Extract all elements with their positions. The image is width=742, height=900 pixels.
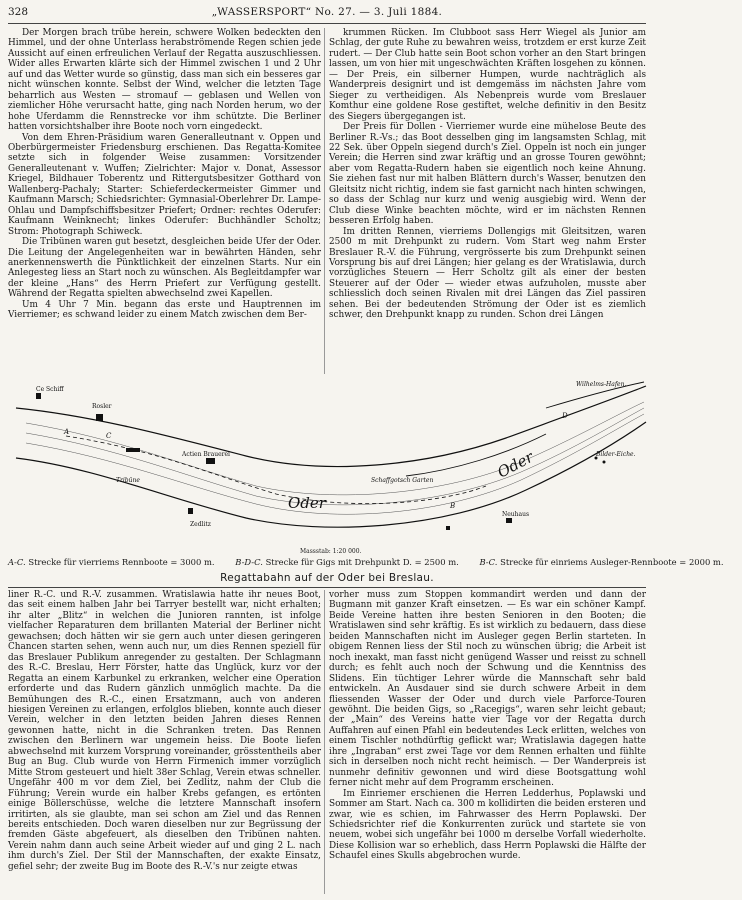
legend-code: B-D-C.: [235, 557, 263, 567]
legend-code: A-C.: [8, 557, 26, 567]
paragraph: Der Morgen brach trübe herein, schwere Wolken bedeckten den Himmel, und der ohne Unterlass herabströmende Regen schien jede Aussicht auf einen erfreulichen Verlauf der Regatta auszuschliessen. Wider alles Erwarten klärte sich der Himmel zwischen 1 und 2 Uhr auf und das Wetter wurde so günstig, dass man sich ein besseres gar nicht wünschen konnte. Selbst der Wind, welcher die letzten Tage beharrlich aus Westen — stromauf — geblasen und Wellen von ziemlicher Höhe verursacht hatte, ging nach Norden herum, wo der hohe Uferdamm die Rennstrecke vor ihm schützte. Die Berliner hatten vorsichtshalber ihre Boote noch vorn eingedeckt.: [8, 28, 321, 133]
paragraph: Die Tribünen waren gut besetzt, desgleichen beide Ufer der Oder. Die Leitung der Angelegenheiten war in bewährten Händen, sehr anerkennenswerth die Pünktlichkeit der einzelnen Starts. Nur ein Anlegesteg liess an Start noch zu wünschen. Als Begleitdampfer war der kleine „Hans“ des Herrn Priefert zur Verfügung gestellt. Während der Regatta spielten abwechselnd zwei Kapellen.: [8, 237, 321, 300]
text-column-bottom-left: [8, 590, 321, 896]
map-label-c: C: [106, 432, 112, 440]
paragraph: Von dem Ehren-Präsidium waren Generalleutnant v. Oppen und Oberbürgermeister Friedensburg erschienen. Das Regatta-Komitee setzte sich in folgender Weise zusammen: Vorsitzender Generalleutenant v. Wuffen; Zielrichter: Major v. Donat, Assessor Kriegel, Bildhauer Toberentz und Rittergutsbesitzer Gotthard von Wallenberg-Pachaly; Starter: Schieferdeckermeister Gimmer und Kaufmann Marsch; Schiedsrichter: Gymnasial-Oberlehrer Dr. Lampe-Ohlau und Dampfschiffsbesitzer Priefert; Ordner: rechtes Oderufer: Kaufmann Weinknecht; linkes Oderufer: Buchhändler Scholtz; Strom: Photograph Schiweck.: [8, 132, 321, 237]
building-marker: [506, 518, 512, 523]
map-label-d: D: [562, 412, 568, 420]
map-label-zedlitz: Zedlitz: [190, 521, 211, 528]
paragraph: Der Preis für Dollen - Vierriemer wurde eine mühelose Beute des Berliner R.-Vs.; das Boot desselben ging im langsamsten Schlag, mit 22 Sek. über Oppeln siegend durch's Ziel. Oppeln ist noch ein junger Verein; die Herren sind zwar kräftig und an grosse Touren gewöhnt; aber vom Regatta-Rudern haben sie eigentlich noch keine Ahnung. Sie ziehen fast nur mit halben Blättern durch's Wasser, benutzen den Gleitsitz nicht richtig, indem sie fast garnicht nach hinten schwingen, so dass der Schlag nur kurz und wenig ausgiebig wird. Wenn der Club diese Winke beachten möchte, wird er im nächsten Rennen besseren Erfolg haben.: [329, 122, 646, 227]
page-header: [8, 6, 646, 22]
paragraph: Im Einriemer erschienen die Herren Ledderhus, Poplawski und Sommer am Start. Nach ca. 300 m kollidirten die beiden ersteren und zwar, wie es schien, im Fahrwasser des Herrn Poplawski. Der Schiedsrichter rief die Konkurrenten zurück und startete sie von neuem, wobei sich ungefähr bei 1000 m derselbe Vorfall wiederholte. Diese Kollision war so erheblich, dass Herrn Poplawski die Hälfte der Schaufel eines Skulls abgebrochen wurde.: [329, 788, 646, 862]
map-label-bilder-eiche: Bilder-Eiche.: [596, 451, 636, 458]
building-marker: [96, 414, 103, 421]
paragraph: Im dritten Rennen, vierriems Dollengigs mit Gleitsitzen, waren 2500 m mit Drehpunkt zu rudern. Vom Start weg nahm Erster Breslauer R.-V. die Führung, vergrösserte bis zum Drehpunkt seinen Vorsprung bis auf drei Längen; hier gelang es der Wratislawia, durch vorzügliches Steuern — Herr Scholtz gilt als einer der besten Steuerer auf der Oder — wieder etwas aufzuholen, musste aber schliesslich doch seinen Rivalen mit drei Längen das Ziel passiren sehen. Bei der bedeutenden Strömung der Oder ist es ziemlich schwer, den Drehpunkt knapp zu runden. Schon drei Längen: [329, 226, 646, 321]
legend-entry: [480, 557, 733, 567]
text-column-bottom-right: [329, 590, 646, 896]
column-divider: [324, 28, 325, 374]
text-column-top-right: [329, 28, 646, 376]
legend-text: Strecke für vierriems Rennboote = 3000 m.: [28, 557, 215, 567]
building-marker: [446, 526, 450, 530]
running-title: „WASSERSPORT“ No. 27. — 3. Juli 1884.: [211, 6, 443, 18]
legend-code: B-C.: [479, 557, 498, 567]
map-scale: Massstab: 1:20 000.: [300, 548, 362, 555]
map-label-tribune: Tribüne: [116, 477, 140, 484]
building-marker: [206, 458, 215, 464]
map-label-actien-brauerei: Actien Brauerei: [182, 451, 230, 458]
map-label-wilhelmshafen: Wilhelms-Hafen.: [576, 381, 627, 388]
map-caption: Regattabahn auf der Oder bei Breslau.: [220, 572, 434, 584]
legend-entry: [8, 557, 224, 567]
map-label-neuhaus: Neuhaus: [502, 511, 530, 518]
map-label-b: B: [450, 502, 456, 510]
map-label-schaffgotsch: Schaffgotsch Garten: [371, 477, 434, 484]
legend-text: Strecke für Gigs mit Drehpunkt D. = 2500 m.: [265, 557, 459, 567]
text-column-top-left: [8, 28, 321, 376]
column-divider: [324, 590, 325, 894]
map-label-a: A: [64, 428, 70, 436]
map-label-ce-schiff: Ce Schiff: [36, 386, 64, 393]
building-marker: [126, 448, 140, 452]
river-bank-north: [16, 386, 646, 466]
legend-entry: [235, 557, 468, 567]
map-label-oder: Oder: [288, 494, 326, 512]
map-label-oder-2: Oder: [494, 447, 537, 482]
paragraph: vorher muss zum Stoppen kommandirt werden und dann der Bugmann mit ganzer Kraft einsetzen. — Es war ein schöner Kampf. Beide Vereine hatten ihre besten Senioren in den Booten; die Wratislawen sind sehr kräftig. Es ist wirklich zu bedauern, dass diese beiden Mannschaften nicht im Ausleger gegen Berlin starteten. In obigem Rennen liess der Stil noch zu wünschen übrig; die Arbeit ist noch inexakt, man fasst nicht genügend Wasser und reisst zu schnell durch; es fehlt auch noch der Schwung und die Kenntniss des Slidens. Ein tüchtiger Lehrer würde die Mannschaft sehr bald entwickeln. An Ausdauer sind sie durch schwere Arbeit in dem fliessenden Wasser der Oder und durch viele Parforce-Touren gewöhnt. Die beiden Gigs, so „Racegigs“, waren sehr leicht gebaut; der „Main“ des Vereins hatte vier Tage vor der Regatta durch Auffahren auf einen Pfahl ein bedeutendes Leck erlitten, welches von einem Tischler nothdürftig geflickt war; Wratislawia dagegen hatte ihre „Ingraban“ erst zwei Tage vor dem Rennen erhalten und fühlte sich in derselben noch nicht recht heimisch. — Der Wanderpreis ist nunmehr definitiv gewonnen und wird diese Bootsgattung wohl ferner nicht mehr auf dem Programm erscheinen.: [329, 590, 646, 789]
regatta-course-map: [6, 378, 648, 553]
paragraph: Um 4 Uhr 7 Min. begann das erste und Hauptrennen im Vierriemer; es schwand leider zu einem Match zwischen dem Ber-: [8, 299, 321, 321]
paragraph: krummen Rücken. Im Clubboot sass Herr Wiegel als Junior am Schlag, der gute Ruhe zu bewahren weiss, trotzdem er erst kurze Zeit rudert. — Der Club hatte sein Boot schon vorher an den Start bringen lassen, um von hier mit ungeschwächten Kräften losgehen zu können. — Der Preis, ein silberner Humpen, wurde nachträglich als Wanderpreis designirt und ist demgemäss im nächsten Jahre vom Sieger zu vertheidigen. Als Nebenpreis wurde vom Breslauer Komthur eine goldene Rose gestiftet, welche definitiv in den Besitz des Siegers übergegangen ist.: [329, 28, 646, 122]
map-label-rosler: Rosler: [92, 403, 112, 410]
building-marker: [188, 508, 193, 514]
legend-text: Strecke für einriems Ausleger-Rennboote = 2000 m.: [500, 557, 724, 567]
header-rule: [8, 23, 646, 24]
paragraph: liner R.-C. und R.-V. zusammen. Wratislawia hatte ihr neues Boot, das seit einem halben Jahr bei Tarryer bestellt war, nicht erhalten; ihr alter „Blitz“ in welchen die Junioren rannten, ist infolge vielfacher Reparaturen dem brillanten Material der Berliner nicht gewachsen; doch hätten wir sie gern auch unter diesen geringeren Chancen starten sehen, wenn auch nur, um dies Rennen speziell für das Breslauer Publikum anregender zu gestalten. Der Schlagmann des R.-C. Breslau, Herr Förster, hatte das Unglück, kurz vor der Regatta an einem Karbunkel zu erkranken, welcher eine Operation erforderte und das Rudern gänzlich unmöglich machte. Da die Bemühungen des R.-C., einen Ersatzmann, auch von anderen hiesigen Vereinen zu erlangen, erfolglos blieben, konnte auch dieser Verein, welcher in den letzten beiden Jahren dieses Rennen gewonnen hatte, nicht in die Schranken treten. Das Rennen zwischen den Berlinern war ungemein heiss. Die Boote liefen abwechselnd mit kurzem Vorsprung voreinander, grösstentheils aber Bug an Bug. Club wurde von Herrn Firmenich immer vorzüglich Mitte Strom gesteuert und hielt 38er Schlag, Verein etwas schneller. Ungefähr 400 m vor dem Ziel, bei Zedlitz, nahm der Club die Führung; Verein wurde ein halber Krebs gefangen, es ertönten einige Böllerschüsse, welche die letztere Mannschaft insofern irritirten, als sie glaubte, man sei schon am Ziel und das Rennen bereits entschieden. Doch waren dieselben nur zur Begrüssung der fremden Gäste abgefeuert, als dieselben den Tribünen nahten. Verein nahm dann auch seine Arbeit wieder auf und ging 2 L. nach ihm durch's Ziel. Der Stil der Mannschaften, der exakte Einsatz, gefiel sehr; der zweite Bug im Boote des R.-V.'s nur zeigte etwas: [8, 590, 321, 872]
course-line: [66, 436, 486, 504]
section-rule: [8, 587, 646, 588]
page-number: 328: [8, 6, 29, 18]
map-legend: [8, 557, 724, 567]
building-marker: [36, 393, 41, 399]
